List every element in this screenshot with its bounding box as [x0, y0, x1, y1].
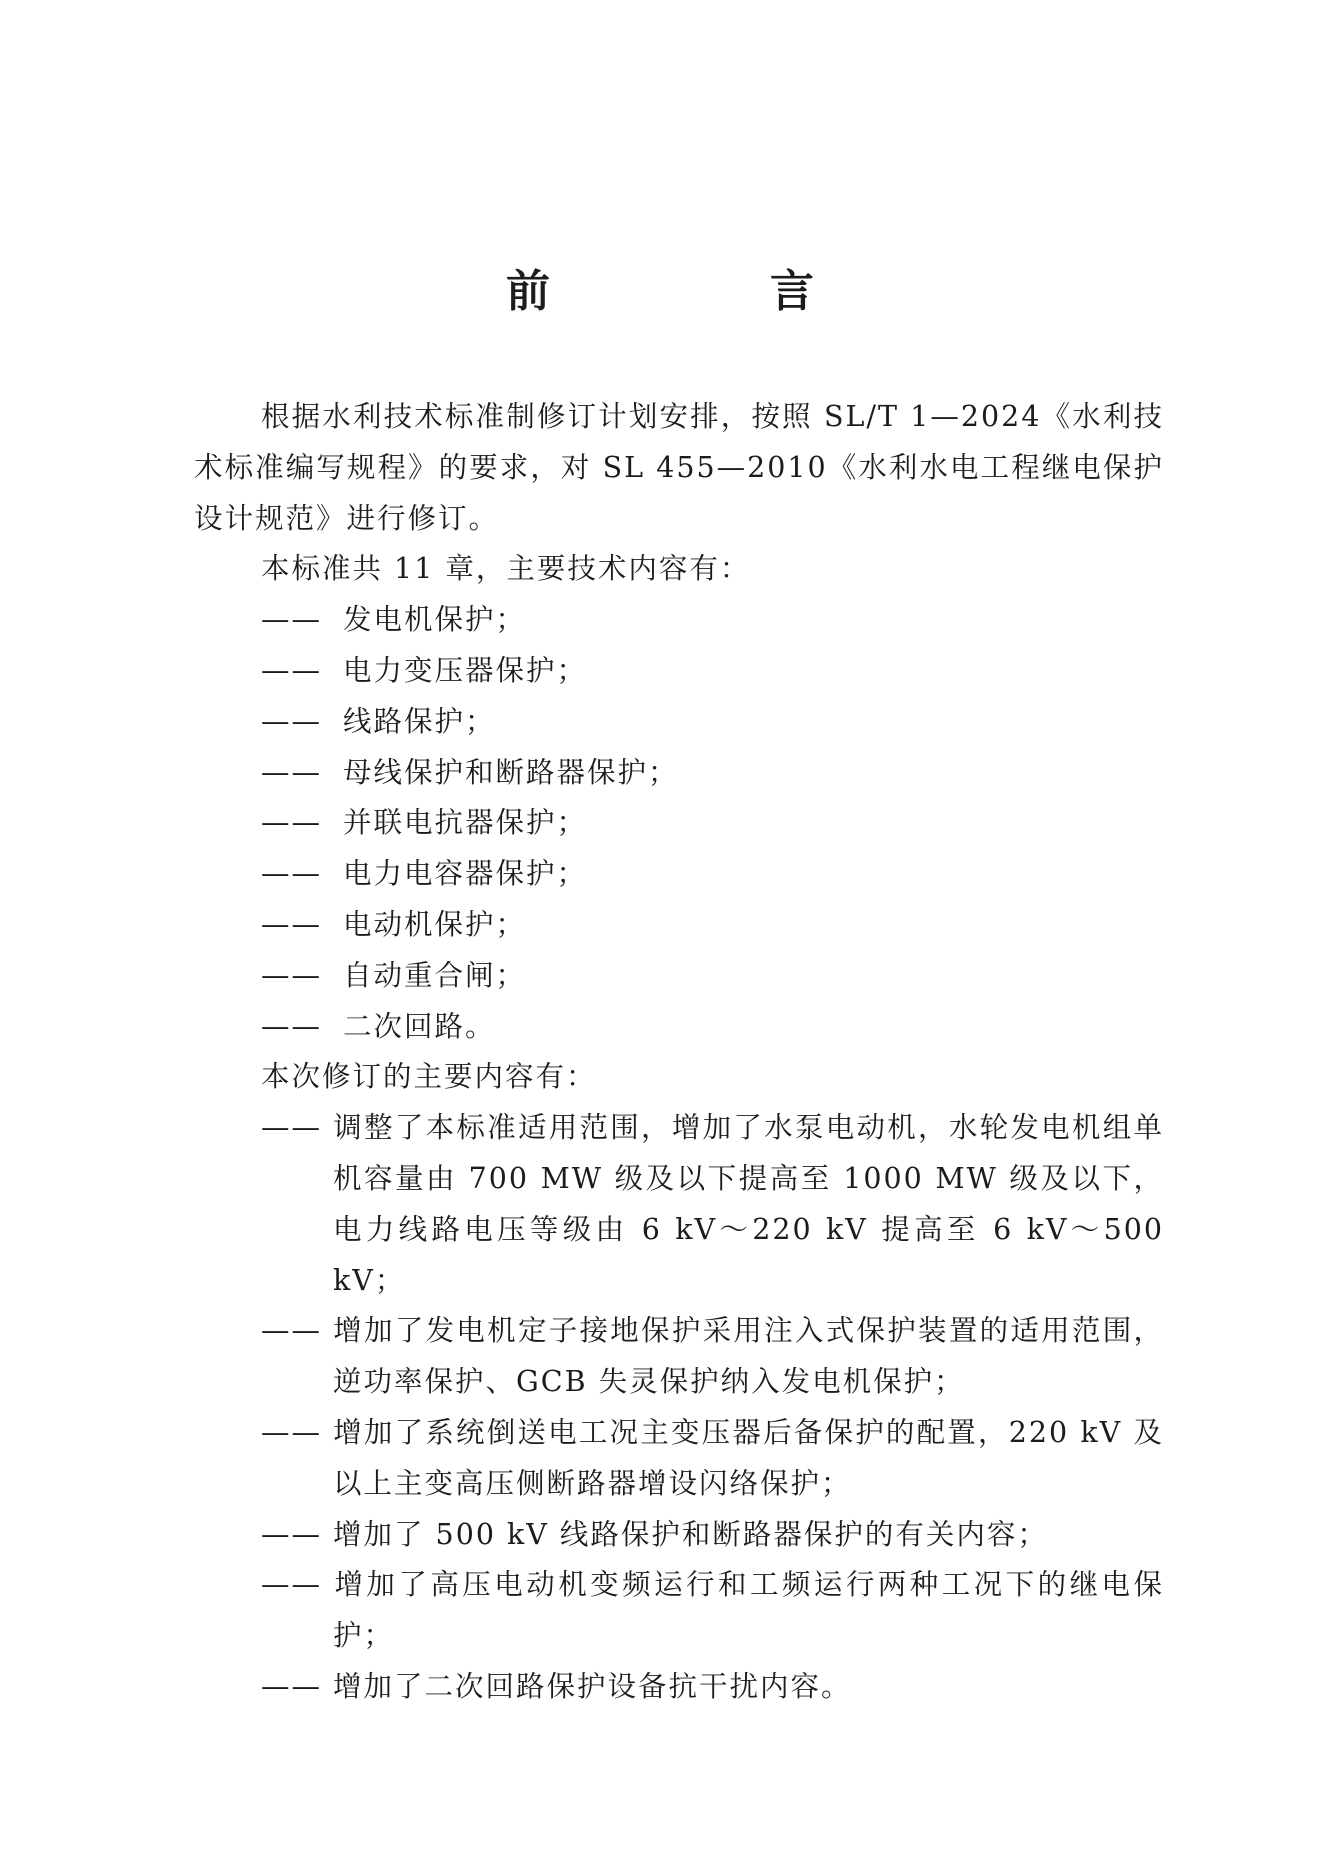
- list-item-text: 电动机保护；: [343, 907, 527, 941]
- dash-marker: ——: [261, 958, 322, 992]
- list-item-text: 并联电抗器保护；: [343, 806, 588, 840]
- list-item: [194, 748, 1164, 799]
- chapters-intro: 本标准共 11 章，主要技术内容有：: [261, 552, 751, 586]
- dash-marker: ——: [261, 653, 322, 687]
- list-item: [194, 1510, 1164, 1561]
- dash-marker: ——: [261, 755, 322, 789]
- page-title: 前 言: [506, 266, 902, 317]
- list-item-text: 二次回路。: [343, 1009, 496, 1043]
- list-item-text: 增加了二次回路保护设备抗干扰内容。: [333, 1669, 852, 1703]
- revision-list: [194, 1103, 1164, 1713]
- list-item: [194, 1103, 1164, 1306]
- dash-marker: ——: [261, 1568, 322, 1602]
- chapter-list: [194, 595, 1164, 1052]
- dash-marker: ——: [261, 1009, 322, 1043]
- list-item: [194, 900, 1164, 951]
- dash-marker: ——: [261, 806, 322, 840]
- list-item: [194, 849, 1164, 900]
- dash-marker: ——: [261, 1415, 322, 1449]
- list-item: [194, 798, 1164, 849]
- preface-body: [194, 392, 1164, 1713]
- list-item-text: 线路保护；: [343, 704, 496, 738]
- list-item-text: 调整了本标准适用范围，增加了水泵电动机，水轮发电机组单机容量由 700 MW 级及以下提高至 1000 MW 级及以下，电力线路电压等级由 6 kV～220 kV 提高至 6 kV～500 kV；: [333, 1111, 1164, 1297]
- list-item-text: 自动重合闸；: [343, 958, 527, 992]
- list-item: [194, 595, 1164, 646]
- list-item-text: 电力变压器保护；: [343, 653, 588, 687]
- list-item: [194, 1306, 1164, 1408]
- list-item: [194, 697, 1164, 748]
- list-item: [194, 646, 1164, 697]
- dash-marker: ——: [261, 1111, 322, 1145]
- dash-marker: ——: [261, 603, 322, 637]
- list-item: [194, 1560, 1164, 1662]
- list-item: [194, 1662, 1164, 1713]
- dash-marker: ——: [261, 1517, 322, 1551]
- list-item-text: 增加了系统倒送电工况主变压器后备保护的配置，220 kV 及以上主变高压侧断路器增设闪络保护；: [333, 1415, 1164, 1500]
- list-item-text: 电力电容器保护；: [343, 857, 588, 891]
- intro-paragraph: 根据水利技术标准制修订计划安排，按照 SL/T 1—2024《水利技术标准编写规程》的要求，对 SL 455—2010《水利水电工程继电保护设计规范》进行修订。: [194, 400, 1164, 535]
- dash-marker: ——: [261, 704, 322, 738]
- list-item: [194, 1408, 1164, 1510]
- dash-marker: ——: [261, 857, 322, 891]
- list-item-text: 母线保护和断路器保护；: [343, 755, 679, 789]
- list-item-text: 增加了高压电动机变频运行和工频运行两种工况下的继电保护；: [333, 1568, 1164, 1653]
- list-item: [194, 951, 1164, 1002]
- revisions-intro: 本次修订的主要内容有：: [261, 1060, 597, 1094]
- list-item-text: 增加了 500 kV 线路保护和断路器保护的有关内容；: [333, 1517, 1048, 1551]
- dash-marker: ——: [261, 1669, 322, 1703]
- dash-marker: ——: [261, 907, 322, 941]
- dash-marker: ——: [261, 1314, 322, 1348]
- list-item-text: 增加了发电机定子接地保护采用注入式保护装置的适用范围，逆功率保护、GCB 失灵保护纳入发电机保护；: [333, 1314, 1164, 1399]
- list-item: [194, 1002, 1164, 1053]
- list-item-text: 发电机保护；: [343, 603, 527, 637]
